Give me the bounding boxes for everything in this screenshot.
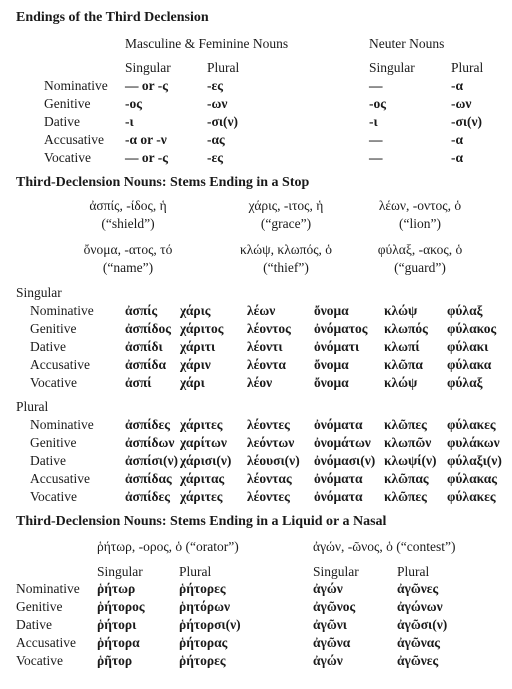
form-cell: ἀσπίδας — [125, 471, 172, 486]
ending-cell: -α — [451, 78, 464, 93]
form-cell: ὄνομα — [314, 357, 349, 372]
gloss: (“guard”) — [394, 260, 446, 275]
case-label: Dative — [44, 114, 80, 129]
ending-cell: -α — [451, 132, 464, 147]
form-cell: ἀσπίς — [125, 303, 158, 318]
ending-cell: -σι(ν) — [451, 114, 483, 129]
ending-cell: -α or -ν — [125, 132, 167, 147]
case-label: Vocative — [16, 653, 63, 668]
singular-header: Singular — [97, 564, 143, 579]
form-cell: ῥήτορα — [97, 635, 140, 650]
form-cell: ῥήτορσι(ν) — [179, 617, 241, 632]
form-cell: ὀνόματι — [314, 339, 360, 354]
neuter-singular-header: Singular — [369, 60, 415, 75]
form-cell: ἀγῶνες — [397, 653, 439, 668]
lemma: ῥήτωρ, -ορος, ὁ (“orator”) — [97, 539, 239, 554]
ending-cell: -σι(ν) — [207, 114, 239, 129]
form-cell: λέοντας — [247, 471, 292, 486]
lemma: ἀγών, -ῶνος, ὁ (“contest”) — [313, 539, 456, 554]
form-cell: κλωψί(ν) — [384, 453, 437, 468]
form-cell: ἀσπίσι(ν) — [125, 453, 179, 468]
form-cell: λέοντες — [247, 489, 290, 504]
form-cell: χάριτας — [180, 471, 225, 486]
form-cell: λέοντος — [247, 321, 291, 336]
ending-cell: -ες — [207, 150, 223, 165]
case-label: Genitive — [44, 96, 91, 111]
case-label: Accusative — [30, 357, 90, 372]
form-cell: κλώψ — [384, 303, 418, 318]
section-liquid-nasal-title: Third-Declension Nouns: Stems Ending in a Liquid or a Nasal — [16, 514, 387, 529]
form-cell: ἀγώνων — [397, 599, 443, 614]
form-cell: ῥήτορας — [179, 635, 228, 650]
lemma: χάρις, -ιτος, ἡ — [248, 198, 324, 213]
form-cell: ὄνομα — [314, 375, 349, 390]
case-label: Nominative — [16, 581, 80, 596]
form-cell: ὀνομάτων — [314, 435, 371, 450]
form-cell: κλῶπες — [384, 489, 427, 504]
form-cell: λέοντα — [247, 357, 286, 372]
form-cell: ἀγών — [313, 653, 343, 668]
mf-plural-header: Plural — [207, 60, 240, 75]
form-cell: χάριτες — [180, 417, 223, 432]
form-cell: φύλακες — [447, 417, 496, 432]
case-label: Dative — [30, 339, 66, 354]
form-cell: φύλαξ — [447, 303, 483, 318]
form-cell: ὄνομα — [314, 303, 349, 318]
ending-cell: -ι — [125, 114, 134, 129]
form-cell: ἀγών — [313, 581, 343, 596]
form-cell: λεόντων — [247, 435, 295, 450]
form-cell: φύλακα — [447, 357, 492, 372]
case-label: Genitive — [30, 435, 77, 450]
form-cell: κλῶπες — [384, 417, 427, 432]
form-cell: φύλαξι(ν) — [447, 453, 502, 468]
section-stop-stems-title: Third-Declension Nouns: Stems Ending in a Stop — [16, 175, 310, 190]
case-label: Accusative — [30, 471, 90, 486]
form-cell: χάριτος — [180, 321, 224, 336]
form-cell: φύλακας — [447, 471, 497, 486]
ending-cell: — or -ς — [125, 150, 168, 165]
plural-header: Plural — [397, 564, 430, 579]
form-cell: φύλακες — [447, 489, 496, 504]
lemma: λέων, -οντος, ὁ — [378, 198, 462, 213]
gloss: (“name”) — [102, 260, 154, 275]
form-cell: ἀγῶνος — [313, 599, 356, 614]
ending-cell: — — [369, 150, 383, 165]
singular-header: Singular — [313, 564, 359, 579]
form-cell: ὀνόμασι(ν) — [314, 453, 376, 468]
form-cell: ἀγῶνι — [313, 617, 347, 632]
ending-cell: -ες — [207, 78, 223, 93]
ending-cell: -ος — [125, 96, 142, 111]
ending-cell: -ι — [369, 114, 378, 129]
form-cell: ἀσπίδες — [125, 417, 170, 432]
case-label: Nominative — [30, 417, 94, 432]
form-cell: φύλακι — [447, 339, 489, 354]
gloss: (“thief”) — [263, 260, 309, 275]
form-cell: ὀνόματα — [314, 417, 363, 432]
plural-header: Plural — [179, 564, 212, 579]
gloss: (“shield”) — [101, 216, 155, 231]
neuter-plural-header: Plural — [451, 60, 484, 75]
lemma: ἀσπίς, -ίδος, ἡ — [89, 198, 167, 213]
lemma: κλώψ, κλωπός, ὁ — [239, 242, 333, 257]
form-cell: λέοντι — [247, 339, 283, 354]
form-cell: φυλάκων — [447, 435, 500, 450]
form-cell: ἀγῶσι(ν) — [397, 617, 448, 632]
mf-nouns-header: Masculine & Feminine Nouns — [125, 36, 289, 51]
form-cell: ῥῆτορ — [97, 653, 133, 668]
form-cell: ὀνόματα — [314, 471, 363, 486]
form-cell: κλώψ — [384, 375, 418, 390]
form-cell: χάρισι(ν) — [180, 453, 232, 468]
ending-cell: — — [369, 78, 383, 93]
form-cell: λέουσι(ν) — [247, 453, 300, 468]
gloss: (“grace”) — [260, 216, 312, 231]
form-cell: ἀγῶνα — [313, 635, 351, 650]
case-label: Dative — [16, 617, 52, 632]
singular-label: Singular — [16, 285, 62, 300]
case-label: Dative — [30, 453, 66, 468]
form-cell: ῥήτορες — [179, 653, 226, 668]
case-label: Vocative — [44, 150, 91, 165]
form-cell: ἀσπίδος — [125, 321, 171, 336]
form-cell: κλῶπας — [384, 471, 429, 486]
form-cell: ῥήτορος — [97, 599, 145, 614]
form-cell: ἀγῶνες — [397, 581, 439, 596]
form-cell: ἀσπίδων — [125, 435, 175, 450]
section-endings-title: Endings of the Third Declension — [16, 10, 209, 25]
case-label: Accusative — [44, 132, 104, 147]
ending-cell: -ας — [207, 132, 225, 147]
ending-cell: -ων — [451, 96, 472, 111]
form-cell: χάρις — [180, 303, 211, 318]
form-cell: ἀσπίδα — [125, 357, 167, 372]
neuter-nouns-header: Neuter Nouns — [369, 36, 445, 51]
form-cell: ῥήτορες — [179, 581, 226, 596]
form-cell: χαρίτων — [180, 435, 227, 450]
form-cell: χάριτες — [180, 489, 223, 504]
form-cell: ἀγῶνας — [397, 635, 440, 650]
form-cell: χάριτι — [180, 339, 216, 354]
form-cell: ὀνόματα — [314, 489, 363, 504]
ending-cell: -ων — [207, 96, 228, 111]
ending-cell: — — [369, 132, 383, 147]
case-label: Accusative — [16, 635, 76, 650]
form-cell: ἀσπίδες — [125, 489, 170, 504]
mf-singular-header: Singular — [125, 60, 171, 75]
case-label: Genitive — [16, 599, 63, 614]
form-cell: ἀσπί — [125, 375, 152, 390]
gloss: (“lion”) — [399, 216, 441, 231]
plural-label: Plural — [16, 399, 49, 414]
ending-cell: -α — [451, 150, 464, 165]
form-cell: κλωπῶν — [384, 435, 432, 450]
form-cell: ῥητόρων — [179, 599, 230, 614]
case-label: Nominative — [44, 78, 108, 93]
form-cell: φύλακος — [447, 321, 497, 336]
lemma: φύλαξ, -ακος, ὁ — [377, 242, 463, 257]
form-cell: χάριν — [180, 357, 211, 372]
lemma: ὄνομα, -ατος, τό — [83, 242, 173, 257]
form-cell: χάρι — [180, 375, 205, 390]
form-cell: λέον — [247, 375, 273, 390]
case-label: Genitive — [30, 321, 77, 336]
form-cell: ῥήτορι — [97, 617, 137, 632]
case-label: Vocative — [30, 489, 77, 504]
form-cell: κλωπός — [384, 321, 428, 336]
ending-cell: -ος — [369, 96, 386, 111]
case-label: Nominative — [30, 303, 94, 318]
form-cell: λέοντες — [247, 417, 290, 432]
form-cell: ῥήτωρ — [97, 581, 136, 596]
ending-cell: — or -ς — [125, 78, 168, 93]
case-label: Vocative — [30, 375, 77, 390]
form-cell: ἀσπίδι — [125, 339, 163, 354]
form-cell: ὀνόματος — [314, 321, 368, 336]
form-cell: λέων — [247, 303, 276, 318]
form-cell: φύλαξ — [447, 375, 483, 390]
form-cell: κλωπί — [384, 339, 420, 354]
form-cell: κλῶπα — [384, 357, 423, 372]
